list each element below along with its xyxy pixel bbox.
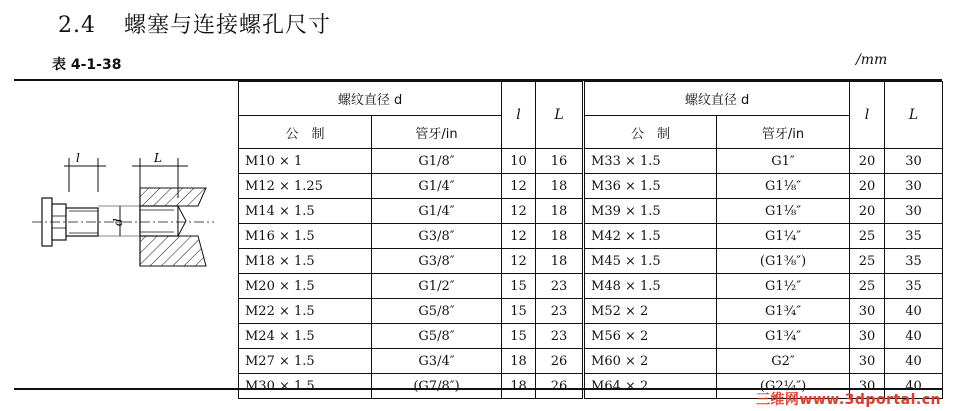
L-cell: 23 xyxy=(536,324,584,349)
pipe-cell: G1/2″ xyxy=(372,274,502,299)
section-title xyxy=(58,8,331,39)
l-cell: 12 xyxy=(502,174,536,199)
dim-label-d: d xyxy=(111,218,125,226)
L-cell: 18 xyxy=(536,174,584,199)
metric-cell: M45 × 1.5 xyxy=(584,249,717,274)
pipe-cell: G1″ xyxy=(717,149,850,174)
l-cell: 20 xyxy=(850,174,885,199)
header-L: L xyxy=(536,82,584,149)
L-cell: 18 xyxy=(536,249,584,274)
header-l: l xyxy=(502,82,536,149)
L-cell: 40 xyxy=(885,299,943,324)
L-cell: 16 xyxy=(536,149,584,174)
L-cell: 40 xyxy=(885,374,943,399)
metric-cell: M20 × 1.5 xyxy=(239,274,372,299)
L-cell: 30 xyxy=(885,199,943,224)
table-row xyxy=(239,349,943,374)
metric-cell: M52 × 2 xyxy=(584,299,717,324)
pipe-cell: G1½″ xyxy=(717,274,850,299)
table-row xyxy=(239,299,943,324)
thread-size-table xyxy=(238,81,943,399)
l-cell: 30 xyxy=(850,349,885,374)
header-L-2: L xyxy=(885,82,943,149)
l-cell: 15 xyxy=(502,324,536,349)
metric-cell: M56 × 2 xyxy=(584,324,717,349)
pipe-cell: G3/8″ xyxy=(372,249,502,274)
table-row xyxy=(239,174,943,199)
pipe-cell: G1⅛″ xyxy=(717,174,850,199)
table-row xyxy=(239,249,943,274)
dim-label-l: l xyxy=(76,151,80,165)
pipe-cell: G1/4″ xyxy=(372,174,502,199)
table-row xyxy=(239,224,943,249)
table-row xyxy=(239,324,943,349)
pipe-cell: G5/8″ xyxy=(372,299,502,324)
pipe-cell: G1¾″ xyxy=(717,324,850,349)
header-pipe: 管牙/in xyxy=(372,116,502,149)
l-cell: 25 xyxy=(850,249,885,274)
pipe-cell: (G2¼″) xyxy=(717,374,850,399)
l-cell: 15 xyxy=(502,299,536,324)
l-cell: 30 xyxy=(850,299,885,324)
metric-cell: M30 × 1.5 xyxy=(239,374,372,399)
pipe-cell: G1¾″ xyxy=(717,299,850,324)
plug-and-port-drawing xyxy=(28,150,218,280)
L-cell: 26 xyxy=(536,349,584,374)
header-metric: 公 制 xyxy=(239,116,372,149)
L-cell: 40 xyxy=(885,349,943,374)
L-cell: 18 xyxy=(536,199,584,224)
L-cell: 35 xyxy=(885,224,943,249)
metric-cell: M14 × 1.5 xyxy=(239,199,372,224)
metric-cell: M48 × 1.5 xyxy=(584,274,717,299)
metric-cell: M60 × 2 xyxy=(584,349,717,374)
L-cell: 23 xyxy=(536,274,584,299)
l-cell: 12 xyxy=(502,249,536,274)
metric-cell: M64 × 2 xyxy=(584,374,717,399)
L-cell: 40 xyxy=(885,324,943,349)
L-cell: 23 xyxy=(536,299,584,324)
l-cell: 10 xyxy=(502,149,536,174)
l-cell: 18 xyxy=(502,349,536,374)
metric-cell: M12 × 1.25 xyxy=(239,174,372,199)
table-row xyxy=(239,149,943,174)
metric-cell: M24 × 1.5 xyxy=(239,324,372,349)
metric-cell: M16 × 1.5 xyxy=(239,224,372,249)
section-heading: 螺塞与连接螺孔尺寸 xyxy=(124,13,332,38)
metric-cell: M36 × 1.5 xyxy=(584,174,717,199)
pipe-cell: G1⅛″ xyxy=(717,199,850,224)
l-cell: 18 xyxy=(502,374,536,399)
l-cell: 20 xyxy=(850,149,885,174)
dim-label-L: L xyxy=(154,151,162,165)
pipe-cell: G3/4″ xyxy=(372,349,502,374)
L-cell: 35 xyxy=(885,249,943,274)
metric-cell: M39 × 1.5 xyxy=(584,199,717,224)
l-cell: 20 xyxy=(850,199,885,224)
pipe-cell: G2″ xyxy=(717,349,850,374)
pipe-cell: G1/8″ xyxy=(372,149,502,174)
L-cell: 35 xyxy=(885,274,943,299)
header-pipe-2: 管牙/in xyxy=(717,116,850,149)
watermark: 三维网www.3dportal.cn xyxy=(755,392,941,408)
L-cell: 26 xyxy=(536,374,584,399)
l-cell: 30 xyxy=(850,324,885,349)
l-cell: 12 xyxy=(502,224,536,249)
table-row xyxy=(239,274,943,299)
header-metric-2: 公 制 xyxy=(584,116,717,149)
table-row xyxy=(239,199,943,224)
l-cell: 25 xyxy=(850,224,885,249)
pipe-cell: G1/4″ xyxy=(372,199,502,224)
metric-cell: M27 × 1.5 xyxy=(239,349,372,374)
l-cell: 25 xyxy=(850,274,885,299)
L-cell: 18 xyxy=(536,224,584,249)
pipe-cell: G3/8″ xyxy=(372,224,502,249)
metric-cell: M18 × 1.5 xyxy=(239,249,372,274)
header-l-2: l xyxy=(850,82,885,149)
metric-cell: M22 × 1.5 xyxy=(239,299,372,324)
table-id: 表 4-1-38 xyxy=(52,57,122,73)
header-thread-dia-2: 螺纹直径 d xyxy=(584,82,850,116)
pipe-cell: G1¼″ xyxy=(717,224,850,249)
pipe-cell: (G1⅜″) xyxy=(717,249,850,274)
L-cell: 30 xyxy=(885,174,943,199)
section-number: 2.4 xyxy=(58,13,96,38)
pipe-cell: G5/8″ xyxy=(372,324,502,349)
L-cell: 30 xyxy=(885,149,943,174)
unit-label: /mm xyxy=(856,52,888,68)
metric-cell: M42 × 1.5 xyxy=(584,224,717,249)
metric-cell: M33 × 1.5 xyxy=(584,149,717,174)
l-cell: 15 xyxy=(502,274,536,299)
header-thread-dia: 螺纹直径 d xyxy=(239,82,502,116)
l-cell: 12 xyxy=(502,199,536,224)
pipe-cell: (G7/8″) xyxy=(372,374,502,399)
l-cell: 30 xyxy=(850,374,885,399)
metric-cell: M10 × 1 xyxy=(239,149,372,174)
